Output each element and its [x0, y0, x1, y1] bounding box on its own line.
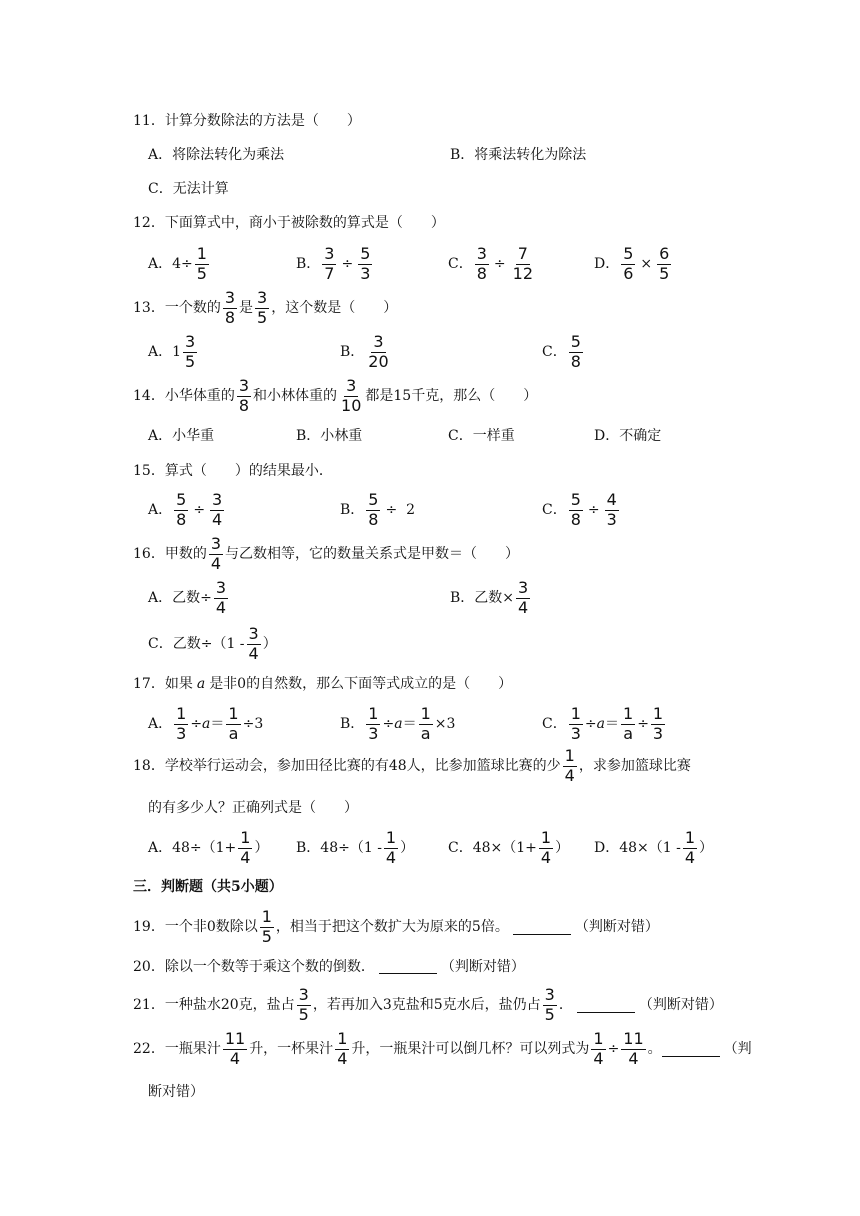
- q14-option-c-text: C．一样重: [448, 428, 515, 444]
- q17-b-tail: ×3: [434, 716, 456, 733]
- q14-option-b[interactable]: [296, 429, 362, 443]
- numerator: 5: [570, 490, 581, 509]
- q14-option-a-text: A．小华重: [148, 428, 215, 444]
- q14-option-b-text: B．小林重: [296, 428, 363, 444]
- divide-sign: ÷: [193, 502, 206, 519]
- q16-text-post: 与乙数相等，它的数量关系式是甲数＝（ ）: [225, 546, 520, 563]
- denominator: 5: [659, 263, 670, 283]
- divide-sign: ÷: [607, 1041, 620, 1058]
- question-12-stem: [133, 216, 445, 230]
- numerator: 3: [544, 985, 555, 1004]
- q18-line2-text: 的有多少人？正确列式是（ ）: [148, 800, 358, 816]
- numerator: 3: [210, 534, 222, 553]
- q13-a-label: A．: [148, 344, 173, 361]
- q16-option-b[interactable]: [450, 580, 532, 617]
- denominator: 5: [544, 1004, 555, 1024]
- q16-c-label: C．乙数÷（1 -: [148, 636, 245, 653]
- fraction: [209, 536, 223, 573]
- mixed-number: [172, 334, 199, 371]
- numerator: 1: [564, 746, 575, 765]
- denominator: 4: [684, 847, 696, 867]
- numerator: 3: [518, 578, 529, 597]
- numerator: 3: [224, 288, 236, 307]
- denominator: 3: [368, 723, 379, 743]
- denominator: 5: [257, 307, 268, 327]
- variable-a: a: [202, 716, 211, 733]
- q17-c-label: C．: [542, 716, 567, 733]
- question-20: [133, 959, 525, 974]
- numerator: 5: [176, 490, 187, 509]
- numerator: 11: [623, 1029, 644, 1048]
- numerator: 5: [623, 244, 634, 263]
- denominator: 4: [518, 597, 529, 617]
- q18-b-pre: B．48÷（1 -: [296, 840, 382, 857]
- divide-sign: ÷: [190, 716, 203, 733]
- q19-tail: （判断对错）: [574, 919, 659, 936]
- denominator: 6: [623, 263, 634, 283]
- q18-a-pre: A．48÷（1+: [148, 840, 237, 857]
- question-17-stem: [133, 677, 512, 691]
- question-22-line2: [148, 1085, 204, 1099]
- fraction: [237, 378, 251, 415]
- denominator: 8: [224, 307, 236, 327]
- answer-blank[interactable]: [662, 1042, 720, 1057]
- q21-text-mid: ，若再加入3克盐和5克水后，盐仍占: [312, 997, 541, 1014]
- divide-sign: ÷: [493, 256, 506, 273]
- denominator: 5: [196, 263, 207, 283]
- q22-line2-text: 断对错）: [148, 1084, 204, 1100]
- question-15-stem: [133, 464, 333, 478]
- q18-b-post: ）: [400, 840, 415, 857]
- fraction: [539, 830, 553, 867]
- numerator: 3: [215, 578, 227, 597]
- denominator: 3: [570, 723, 581, 743]
- denominator: 4: [540, 847, 552, 867]
- numerator: 1: [337, 1029, 348, 1048]
- q17-option-b[interactable]: [340, 706, 455, 743]
- q12-option-c[interactable]: [448, 246, 537, 283]
- fraction: [226, 706, 240, 743]
- q17-option-c[interactable]: [542, 706, 667, 743]
- divide-sign: ÷: [341, 256, 354, 273]
- numerator: 3: [346, 376, 357, 395]
- fraction: [543, 987, 557, 1024]
- q13-text-mid: 是: [239, 300, 254, 317]
- fraction: [651, 706, 665, 743]
- denominator: 4: [593, 1048, 604, 1068]
- equals-sign: ＝: [210, 716, 225, 733]
- denominator: 4: [564, 765, 575, 785]
- denominator: 4: [240, 847, 251, 867]
- numerator: 1: [368, 704, 379, 723]
- numerator: 1: [228, 704, 239, 723]
- q13-c-label: C．: [542, 344, 567, 361]
- q18-text-post: ，求参加篮球比赛: [578, 758, 691, 775]
- fraction: [621, 1031, 645, 1068]
- fraction: [366, 334, 390, 371]
- q17-option-a[interactable]: [148, 706, 263, 743]
- numerator: 1: [261, 907, 272, 926]
- q16-a-label: A．乙数÷: [148, 590, 212, 607]
- q19-text-post: ，相当于把这个数扩大为原来的5倍。: [275, 919, 509, 936]
- q15-option-b[interactable]: [340, 492, 415, 529]
- q18-d-post: ）: [699, 840, 714, 857]
- fraction: [683, 830, 697, 867]
- denominator: 4: [210, 553, 222, 573]
- numerator: 4: [606, 490, 617, 509]
- variable-a: a: [394, 716, 403, 733]
- q19-text-pre: 19．一个非0数除以: [133, 919, 258, 936]
- numerator: 3: [373, 332, 384, 351]
- fraction: [621, 246, 635, 283]
- fraction: [297, 987, 311, 1024]
- q11-stem-text: 11．计算分数除法的方法是（ ）: [133, 113, 361, 129]
- denominator: 8: [368, 509, 379, 529]
- fraction: [569, 492, 583, 529]
- q12-option-a[interactable]: [148, 246, 211, 283]
- denominator: 3: [652, 723, 664, 743]
- numerator: 1: [684, 828, 696, 847]
- q12-option-d[interactable]: [594, 246, 673, 283]
- q22-text-pre: 22．一瓶果汁: [133, 1041, 221, 1058]
- denominator: 5: [261, 926, 272, 946]
- q13-option-b[interactable]: [340, 334, 393, 371]
- q15-option-c[interactable]: [542, 492, 621, 529]
- q22-text-m1: 升，一杯果汁: [249, 1041, 334, 1058]
- denominator: 3: [360, 263, 371, 283]
- q11-option-a-text: A．将除法转化为乘法: [148, 147, 285, 163]
- numerator: 5: [368, 490, 379, 509]
- denominator: 4: [248, 643, 259, 663]
- q12-a-label: A．4÷: [148, 256, 193, 273]
- q20-text: 20．除以一个数等于乘这个数的倒数．: [133, 958, 375, 975]
- denominator: 4: [229, 1048, 241, 1068]
- fraction: [214, 580, 228, 617]
- numerator: 3: [476, 244, 487, 263]
- q14-option-d-text: D．不确定: [594, 428, 662, 444]
- numerator: 3: [238, 376, 250, 395]
- question-11-stem: [133, 114, 361, 128]
- denominator: 4: [337, 1048, 348, 1068]
- section-title: [133, 880, 283, 894]
- q15-b-tail: ÷ 2: [385, 502, 416, 519]
- fraction: [238, 830, 252, 867]
- numerator: 3: [298, 985, 309, 1004]
- fraction: [174, 706, 188, 743]
- q16-c-close: ）: [262, 636, 277, 653]
- q20-tail: （判断对错）: [440, 958, 525, 975]
- q18-option-a[interactable]: [148, 830, 268, 867]
- q18-option-c[interactable]: [448, 830, 569, 867]
- question-16-stem: [133, 536, 519, 573]
- denominator: 8: [238, 395, 250, 415]
- numerator: 7: [517, 244, 528, 263]
- numerator: 1: [652, 704, 664, 723]
- denominator: 3: [606, 509, 617, 529]
- denominator: 4: [628, 1048, 639, 1068]
- fraction: [475, 246, 489, 283]
- q22-text-post: 。: [647, 1041, 662, 1058]
- denominator: 20: [368, 351, 389, 371]
- fraction: [419, 706, 433, 743]
- fraction: [605, 492, 619, 529]
- numerator: 1: [240, 828, 251, 847]
- q17-a-tail: ÷3: [242, 716, 264, 733]
- q14-option-d[interactable]: [594, 429, 661, 443]
- fraction: [255, 290, 269, 327]
- divide-sign: ÷: [382, 716, 395, 733]
- q16-b-label: B．乙数×: [450, 590, 515, 607]
- denominator: 5: [185, 351, 196, 371]
- fraction: [210, 492, 224, 529]
- denominator: a: [228, 723, 239, 743]
- q11-option-b-text: B．将乘法转化为除法: [450, 147, 587, 163]
- numerator: 3: [324, 244, 335, 263]
- q16-option-a[interactable]: [148, 580, 230, 617]
- fraction: [657, 246, 671, 283]
- answer-blank[interactable]: [577, 998, 635, 1013]
- q17-text-pre: 17．如果: [133, 676, 193, 692]
- fraction: [247, 626, 261, 663]
- fraction: [358, 246, 372, 283]
- q18-option-b[interactable]: [296, 830, 414, 867]
- q14-text-post: 都是15千克，那么（ ）: [365, 388, 538, 405]
- numerator: 11: [224, 1029, 246, 1048]
- q18-text-pre: 18．学校举行运动会，参加田径比赛的有48人，比参加篮球比赛的少: [133, 758, 561, 775]
- denominator: 8: [570, 351, 581, 371]
- equals-sign: ＝: [402, 716, 417, 733]
- fraction: [174, 492, 188, 529]
- q17-b-label: B．: [340, 716, 365, 733]
- answer-blank[interactable]: [379, 959, 437, 974]
- fraction: [223, 1031, 247, 1068]
- q18-a-post: ）: [254, 840, 269, 857]
- q13-text-pre: 13．一个数的: [133, 300, 221, 317]
- q12-d-label: D．: [594, 256, 620, 273]
- whole-part: 1: [172, 344, 182, 361]
- fraction: [621, 706, 635, 743]
- q11-option-a[interactable]: [148, 148, 284, 162]
- denominator: 4: [385, 847, 397, 867]
- denominator: a: [420, 723, 431, 743]
- q15-stem-text: 15．算式（ ）的结果最小．: [133, 463, 333, 479]
- q13-option-c[interactable]: [542, 334, 585, 371]
- q13-text-post: ，这个数是（ ）: [271, 300, 398, 317]
- question-14-stem: [133, 378, 537, 415]
- denominator: 3: [176, 723, 187, 743]
- divide-sign: ÷: [587, 502, 600, 519]
- q16-text-pre: 16．甲数的: [133, 546, 207, 563]
- q17-text-post: 是非0的自然数，那么下面等式成立的是（ ）: [209, 676, 513, 692]
- q18-c-pre: C．48×（1+: [448, 840, 537, 857]
- q15-a-label: A．: [148, 502, 173, 519]
- denominator: a: [623, 723, 633, 743]
- denominator: 12: [512, 263, 533, 283]
- numerator: 6: [659, 244, 670, 263]
- numerator: 1: [176, 704, 187, 723]
- q13-b-label: B．: [340, 344, 365, 361]
- numerator: 1: [593, 1029, 604, 1048]
- q21-text-post: ．: [558, 997, 573, 1014]
- fraction: [569, 334, 583, 371]
- denominator: 4: [215, 597, 227, 617]
- variable-a: a: [196, 676, 206, 692]
- numerator: 3: [212, 490, 223, 509]
- denominator: 5: [298, 1004, 309, 1024]
- fraction: [591, 1031, 605, 1068]
- multiply-sign: ×: [640, 256, 653, 273]
- fraction: [195, 246, 209, 283]
- numerator: 1: [623, 704, 634, 723]
- fraction: [366, 492, 380, 529]
- fraction: [223, 290, 237, 327]
- answer-blank[interactable]: [513, 920, 571, 935]
- q15-b-label: B．: [340, 502, 365, 519]
- q16-option-c[interactable]: [148, 626, 277, 663]
- denominator: 8: [176, 509, 187, 529]
- q12-b-label: B．: [296, 256, 321, 273]
- denominator: 8: [570, 509, 581, 529]
- fraction: [339, 378, 363, 415]
- q17-a-label: A．: [148, 716, 173, 733]
- divide-sign: ÷: [584, 716, 597, 733]
- fraction: [183, 334, 197, 371]
- question-18-stem-line2: [148, 801, 358, 815]
- q18-d-pre: D．48×（1 -: [594, 840, 681, 857]
- fraction: [335, 1031, 349, 1068]
- numerator: 1: [570, 704, 581, 723]
- divide-sign: ÷: [637, 716, 649, 733]
- denominator: 4: [212, 509, 223, 529]
- q15-option-a[interactable]: [148, 492, 226, 529]
- q14-text-mid: 和小林体重的: [253, 388, 338, 405]
- numerator: 3: [257, 288, 268, 307]
- q18-option-d[interactable]: [594, 830, 713, 867]
- fraction: [366, 706, 380, 743]
- q14-option-c[interactable]: [448, 429, 515, 443]
- question-21: [133, 987, 723, 1024]
- q18-c-post: ）: [555, 840, 570, 857]
- numerator: 5: [360, 244, 371, 263]
- question-22-line1: [133, 1031, 752, 1068]
- q13-option-a[interactable]: [148, 334, 199, 371]
- denominator: 10: [341, 395, 362, 415]
- fraction: [563, 748, 577, 785]
- q12-stem-text: 12．下面算式中，商小于被除数的算式是（ ）: [133, 215, 445, 231]
- numerator: 5: [570, 332, 581, 351]
- q14-text-pre: 14．小华体重的: [133, 388, 235, 405]
- q12-option-b[interactable]: [296, 246, 374, 283]
- fraction: [384, 830, 398, 867]
- numerator: 3: [185, 332, 196, 351]
- q15-c-label: C．: [542, 502, 567, 519]
- fraction: [260, 909, 274, 946]
- fraction: [511, 246, 535, 283]
- variable-a: a: [596, 716, 605, 733]
- equals-sign: ＝: [605, 716, 619, 733]
- numerator: 1: [196, 244, 207, 263]
- q12-c-label: C．: [448, 256, 473, 273]
- q11-option-c[interactable]: [148, 182, 229, 196]
- q11-option-b[interactable]: [450, 148, 586, 162]
- fraction: [569, 706, 583, 743]
- question-19: [133, 909, 659, 946]
- q21-tail: （判断对错）: [638, 997, 723, 1014]
- q22-tail: （判: [723, 1041, 752, 1058]
- q14-option-a[interactable]: [148, 429, 214, 443]
- q21-text-pre: 21．一种盐水20克，盐占: [133, 997, 295, 1014]
- numerator: 1: [420, 704, 431, 723]
- denominator: 7: [324, 263, 335, 283]
- numerator: 3: [248, 624, 259, 643]
- question-13-stem: [133, 290, 397, 327]
- q11-option-c-text: C．无法计算: [148, 181, 229, 197]
- question-18-stem-line1: [133, 748, 691, 785]
- q22-text-m2: 升，一瓶果汁可以倒几杯？可以列式为: [351, 1041, 590, 1058]
- numerator: 1: [385, 828, 397, 847]
- denominator: 8: [476, 263, 487, 283]
- section-title-text: 三．判断题（共5小题）: [133, 879, 283, 895]
- fraction: [516, 580, 530, 617]
- fraction: [322, 246, 336, 283]
- numerator: 1: [540, 828, 552, 847]
